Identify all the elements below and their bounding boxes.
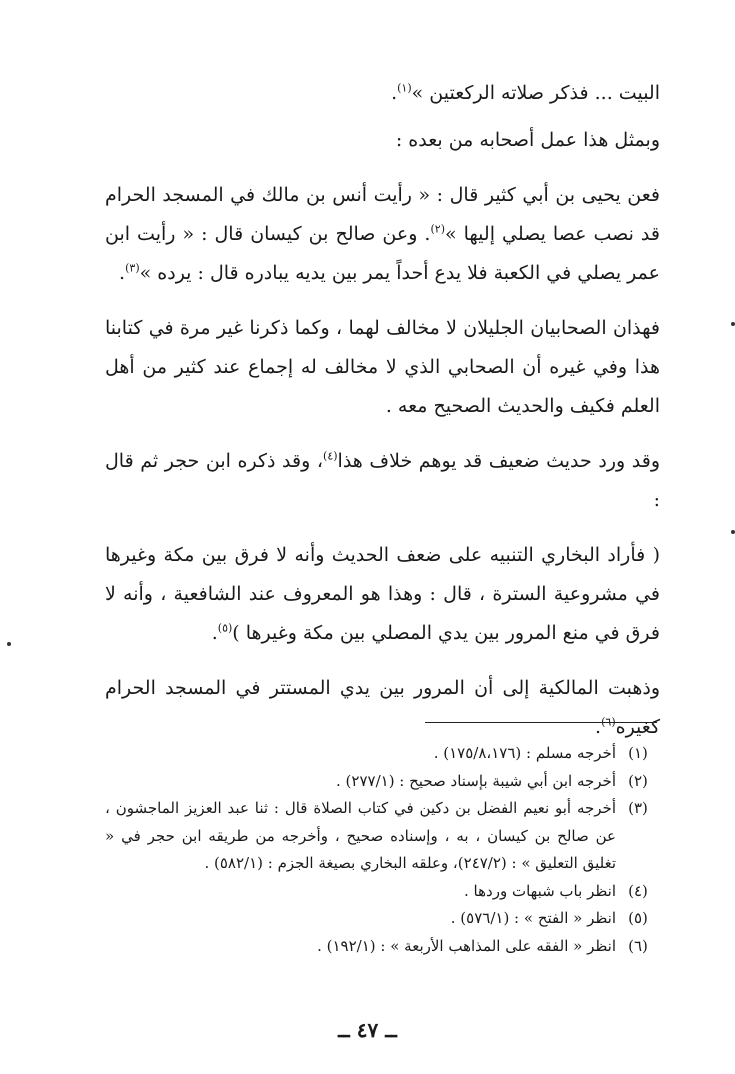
footnote-4 (105, 878, 660, 906)
paragraph-5 (105, 442, 660, 520)
paragraph-7-end: . (595, 716, 602, 738)
footnote-text: انظر باب شبهات وردها . (464, 881, 616, 900)
paragraph-5-text-b: ، وقد ذكره ابن حجر ثم قال : (105, 450, 660, 511)
paragraph-3-text-b: . وعن صالح بن كيسان قال : « رأيت ابن عمر يصلي في الكعبة فلا يدع أحداً يمر بين يديه يبادره قال : يرده » (105, 223, 660, 284)
paragraph-3 (105, 176, 660, 293)
paragraph-1-text: البيت ... فذكر صلاته الركعتين » (411, 82, 660, 104)
footnote-6 (105, 933, 660, 961)
footnote-text: أخرجه ابن أبي شيبة بإسناد صحيح : (٢٧٧/١) . (336, 771, 616, 790)
footnote-text: أخرجه أبو نعيم الفضل بن دكين في كتاب الصلاة قال : ثنا عبد العزيز الماجشون ، عن صالح بن كيسان ، به ، وإسناده صحيح ، وأخرجه من طريقه ابن حجر في « تغليق التعليق » : (٢٤٧/٢)، وعلقه البخاري بصيغة الجزم : (٥٨٢/١) . (105, 799, 616, 872)
footnote-ref-2: (٢) (430, 222, 445, 236)
footnote-number: (٣) (628, 799, 648, 817)
paragraph-7 (105, 669, 660, 747)
footnote-text: انظر « الفتح » : (٥٧٦/١) . (450, 909, 616, 927)
paragraph-2 (105, 121, 660, 160)
paragraph-1-end: . (391, 82, 398, 104)
footnote-ref-1: (١) (397, 81, 412, 95)
footnote-ref-6: (٦) (601, 715, 616, 729)
paragraph-5-text-a: وقد ورد حديث ضعيف قد يوهم خلاف هذا (337, 450, 660, 472)
footnote-number: (٦) (628, 936, 648, 955)
footnote-ref-4: (٤) (323, 449, 338, 463)
scan-speck (731, 530, 735, 534)
paragraph-4 (105, 309, 660, 426)
scan-speck (7, 642, 11, 646)
paragraph-6 (105, 536, 660, 653)
footnote-ref-3: (٣) (125, 261, 140, 275)
paragraph-6-text: ( فأراد البخاري التنبيه على ضعف الحديث وأنه لا فرق بين مكة وغيرها في مشروعية السترة ، قال : وهذا هو المعروف عند الشافعية ، وأنه لا فرق في منع المرور بين يدي المصلي بين مكة وغيرها ) (105, 544, 660, 644)
footnote-2 (105, 768, 660, 796)
paragraph-1 (105, 74, 660, 113)
footnotes (105, 740, 660, 960)
footnote-text: أخرجه مسلم : (١٧٥/٨،١٧٦) . (433, 744, 616, 762)
paragraph-2-text: وبمثل هذا عمل أصحابه من بعده : (395, 129, 660, 151)
paragraph-3-text-a: فعن يحيى بن أبي كثير قال : « رأيت أنس بن مالك في المسجد الحرام قد نصب عصا يصلي إليها » (105, 184, 660, 245)
main-text (105, 74, 660, 763)
footnote-divider (425, 722, 657, 723)
footnote-5 (105, 905, 660, 933)
paragraph-4-text: فهذان الصحابيان الجليلان لا مخالف لهما ، وكما ذكرنا غير مرة في كتابنا هذا وفي غيره أن الصحابي الذي لا مخالف له إجماع عند كثير من أهل العلم فكيف والحديث الصحيح معه . (105, 317, 660, 417)
paragraph-6-end: . (211, 622, 218, 644)
page-number: ــ ٤٧ ــ (338, 1018, 397, 1042)
footnote-number: (٤) (628, 881, 648, 900)
paragraph-3-end: . (119, 262, 126, 284)
footnote-number: (٢) (628, 771, 648, 790)
footnote-number: (٥) (628, 909, 648, 927)
footnote-3 (105, 795, 660, 878)
footnote-ref-5: (٥) (217, 621, 233, 635)
paragraph-7-text: وذهبت المالكية إلى أن المرور بين يدي المستتر في المسجد الحرام كغيره (105, 677, 660, 738)
footnote-number: (١) (628, 744, 648, 762)
scan-speck (731, 322, 735, 326)
footnote-text: انظر « الفقه على المذاهب الأربعة » : (١٩٢/١) . (317, 936, 616, 955)
footnote-1 (105, 740, 660, 768)
